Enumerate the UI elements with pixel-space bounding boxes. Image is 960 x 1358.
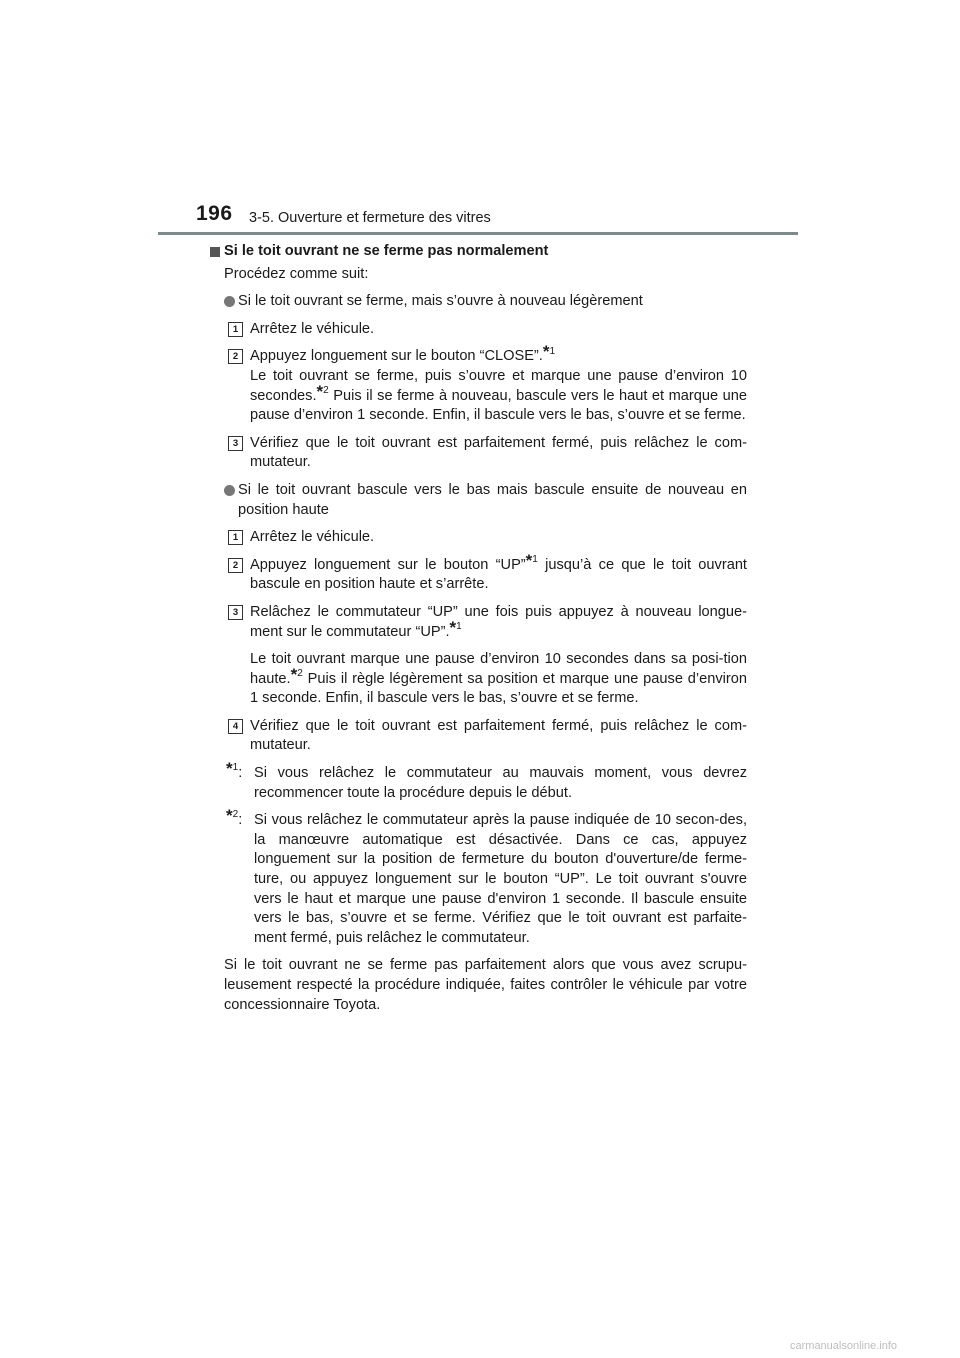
case2-bullet bbox=[224, 481, 747, 520]
heading-text: Si le toit ouvrant ne se ferme pas normalement bbox=[224, 243, 549, 259]
footnote-mark: *$^2$: bbox=[226, 806, 243, 829]
round-bullet-icon bbox=[224, 296, 235, 307]
footnote-ref: 1 bbox=[532, 553, 538, 565]
step-text: Vérifiez que le toit ouvrant est parfaitement fermé, puis relâchez le com-mutateur. bbox=[250, 434, 747, 471]
heading bbox=[224, 242, 747, 262]
case2-title: Si le toit ouvrant bascule vers le bas mais bascule ensuite de nouveau en position haute bbox=[238, 481, 747, 518]
step bbox=[224, 434, 747, 473]
step-text: Le toit ouvrant se ferme, puis s’ouvre et marque une pause d’environ 10 secondes. bbox=[250, 367, 747, 404]
footnote-ref: 1 bbox=[456, 620, 462, 632]
step-number-box: 4 bbox=[228, 719, 243, 734]
step-text: Appuyez longuement sur le bouton “CLOSE”. bbox=[250, 348, 543, 365]
step-number-box: 3 bbox=[228, 605, 243, 620]
asterisk-icon: * bbox=[542, 342, 550, 362]
step-number-box: 2 bbox=[228, 558, 243, 573]
footnote-ref: 2 bbox=[323, 384, 329, 396]
asterisk-icon: * bbox=[226, 759, 233, 779]
footnote bbox=[224, 806, 747, 948]
footnote bbox=[224, 759, 747, 803]
step bbox=[224, 603, 747, 709]
step-text: Arrêtez le véhicule. bbox=[250, 529, 375, 546]
footnote-number: 2 bbox=[232, 809, 239, 821]
footnote-mark: *$^1$: bbox=[226, 759, 243, 782]
asterisk-icon: * bbox=[290, 664, 298, 684]
footnote-ref: 1 bbox=[549, 345, 556, 357]
watermark: carmanualsonline.info bbox=[790, 1340, 898, 1352]
step-text: Puis il se ferme à nouveau, bascule vers le haut et marque une pause d’environ 1 seconde. Enfin, il bascule vers le bas, s’ouvre et se ferme. bbox=[250, 387, 747, 424]
step-number-box: 1 bbox=[228, 530, 243, 545]
step-text: Appuyez longuement sur le bouton “UP” bbox=[250, 556, 526, 573]
step bbox=[224, 528, 747, 548]
step-number-box: 3 bbox=[228, 436, 243, 451]
step-text: Relâchez le commutateur “UP” une fois puis appuyez à nouveau longue-ment sur le commutateur “UP”. bbox=[250, 603, 747, 640]
content bbox=[224, 242, 747, 1015]
step-text: Arrêtez le véhicule. bbox=[250, 320, 375, 337]
step-text: Le toit ouvrant marque une pause d’environ 10 secondes dans sa posi-tion haute. bbox=[250, 651, 747, 687]
step bbox=[224, 320, 747, 340]
footnote-text: Si vous relâchez le commutateur après la pause indiquée de 10 secon-des, la manœuvre automatique est désactivée. Dans ce cas, appuyez longuement sur la position de fermeture du bouton d'ouverture/de ferme-ture, ou appuyez longuement sur le bouton “UP”. Le toit ouvrant s'ouvre vers le haut et marque une pause d'environ 1 seconde. Il bascule ensuite vers le bas, s’ouvre et se ferme. Vérifiez que le toit ouvrant est parfaite-ment fermé, puis relâchez le commutateur. bbox=[254, 812, 747, 946]
asterisk-icon: * bbox=[226, 806, 233, 826]
step-number-box: 2 bbox=[228, 349, 243, 364]
closing-paragraph: Si le toit ouvrant ne se ferme pas parfaitement alors que vous avez scrupu-leusement respecté la procédure indiquée, faites contrôler le véhicule par votre concessionnaire Toyota. bbox=[224, 957, 747, 1013]
step bbox=[224, 550, 747, 595]
section-title: 3-5. Ouverture et fermeture des vitres bbox=[249, 210, 491, 226]
footnote-number: 1 bbox=[232, 762, 239, 774]
intro-text: Procédez comme suit: bbox=[224, 265, 369, 282]
step-text: Puis il règle légèrement sa position et marque une pause d’environ 1 seconde. Enfin, il bascule vers le bas, s’ouvre et se ferme. bbox=[250, 670, 747, 707]
asterisk-icon: * bbox=[449, 617, 457, 637]
asterisk-icon: * bbox=[316, 381, 324, 401]
step bbox=[224, 717, 747, 756]
asterisk-icon: * bbox=[525, 550, 533, 570]
step-number-box: 1 bbox=[228, 322, 243, 337]
header-rule bbox=[158, 232, 798, 235]
square-bullet-icon bbox=[210, 247, 220, 257]
page-number: 196 bbox=[196, 202, 233, 225]
case1-bullet bbox=[224, 292, 747, 312]
footnote-ref: 2 bbox=[297, 667, 303, 679]
step-text: Vérifiez que le toit ouvrant est parfaitement fermé, puis relâchez le com-mutateur. bbox=[250, 717, 747, 754]
step bbox=[224, 342, 747, 425]
footnote-text: Si vous relâchez le commutateur au mauvais moment, vous devrez recommencer toute la procédure depuis le début. bbox=[254, 765, 747, 801]
step-text: jusqu’à ce que le toit ouvrant bascule en position haute et s’arrête. bbox=[250, 556, 747, 593]
case1-title: Si le toit ouvrant se ferme, mais s’ouvre à nouveau légèrement bbox=[238, 293, 643, 310]
round-bullet-icon bbox=[224, 485, 235, 496]
